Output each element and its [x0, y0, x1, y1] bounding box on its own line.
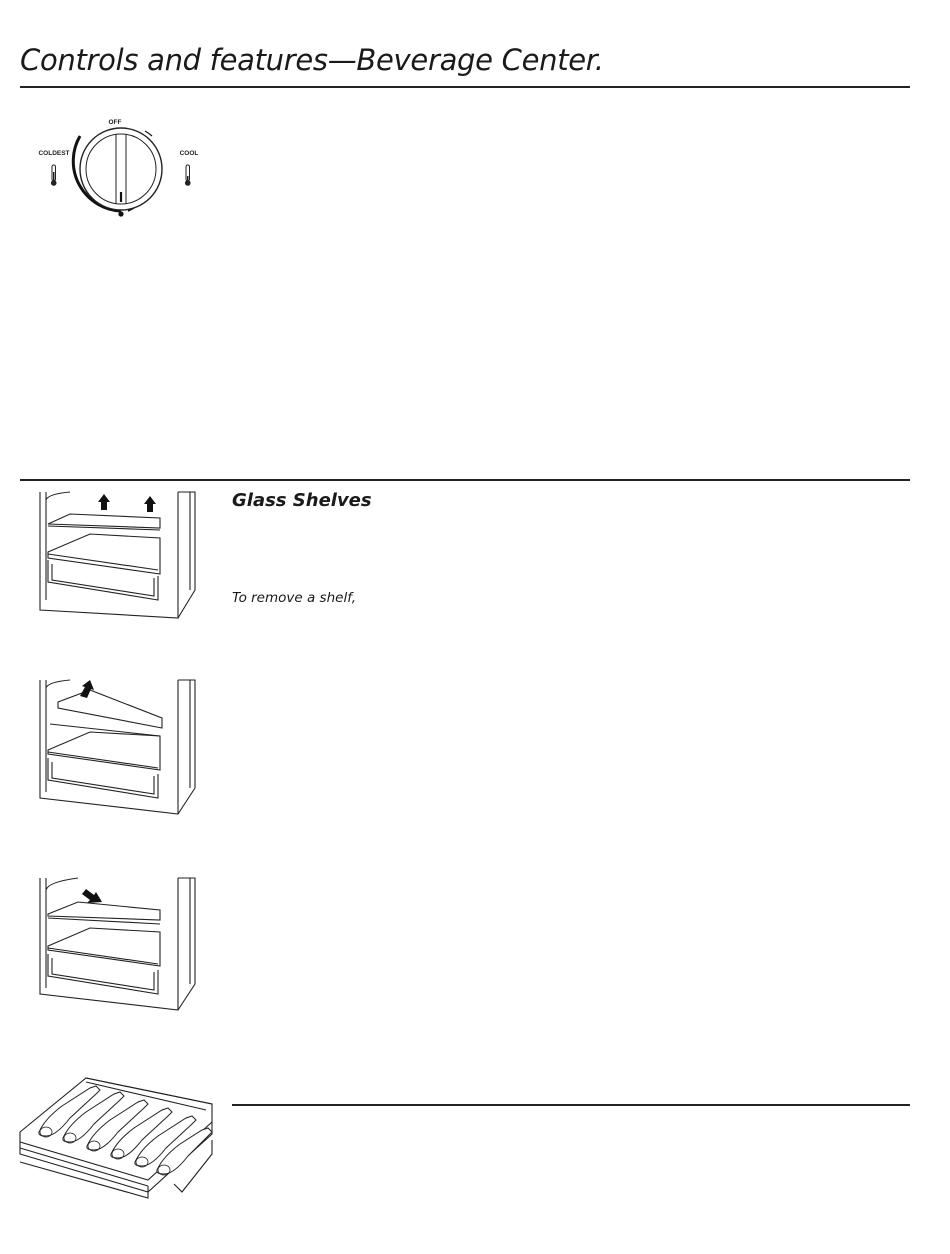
glass-shelves-heading: Glass Shelves	[232, 490, 372, 511]
shelf-slide-in-icon	[30, 876, 200, 1016]
temperature-dial[interactable]	[30, 114, 210, 224]
shelf-tilt-out-icon	[30, 678, 200, 818]
dial-label-coldest: COLDEST	[38, 150, 70, 157]
wine-rack-icon	[16, 1074, 216, 1204]
wine-rack-divider	[232, 1104, 910, 1106]
thermometer-cold-icon	[51, 165, 57, 186]
remove-shelf-instruction: To remove a shelf,	[232, 590, 356, 606]
dial-label-cool: COOL	[179, 150, 199, 157]
title-divider	[20, 86, 910, 88]
dial-label-off: OFF	[108, 119, 122, 126]
page-title: Controls and features—Beverage Center.	[20, 43, 604, 77]
section-divider	[20, 479, 910, 481]
thermometer-cool-icon	[185, 165, 191, 186]
shelf-lift-rear-icon	[30, 490, 200, 620]
